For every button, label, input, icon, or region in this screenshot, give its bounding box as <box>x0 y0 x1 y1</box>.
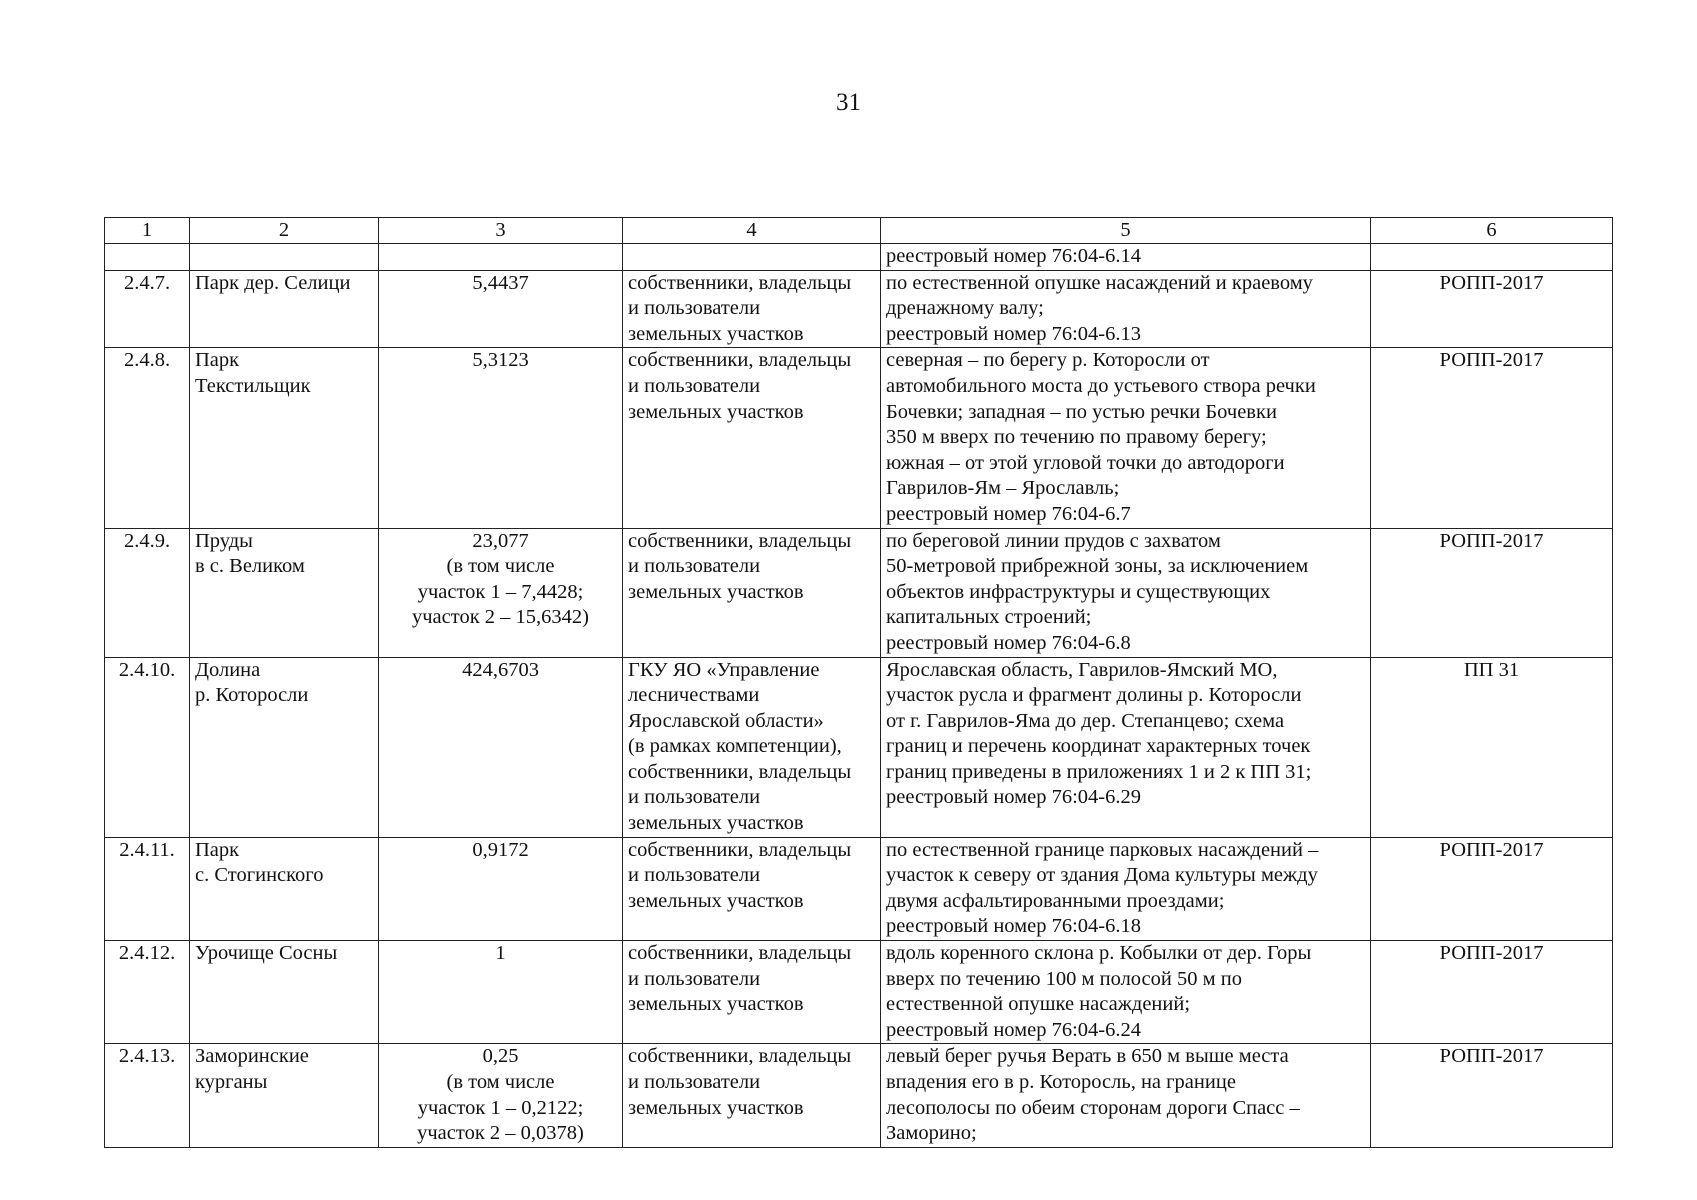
boundaries-cell: северная – по берегу р. Которосли от автомобильного моста до устьевого створа речки Бочевки; западная – по устью речки Бочевки 350 м вверх по течению по правому берегу; южная – от этой угловой точки до автодороги Гаврилов-Ям – Ярославль; реестровый номер 76:04-6.7 <box>881 348 1371 528</box>
area-cell: 0,25 (в том числе участок 1 – 0,2122; участок 2 – 0,0378) <box>379 1044 623 1147</box>
column-header: 3 <box>379 218 623 244</box>
object-name-cell: Парк с. Стогинского <box>190 837 379 940</box>
table-row <box>105 244 1613 271</box>
owners-cell: собственники, владельцы и пользователи земельных участков <box>623 1044 881 1147</box>
owners-cell <box>623 244 881 271</box>
row-number-cell: 2.4.7. <box>105 270 190 348</box>
row-number-cell: 2.4.13. <box>105 1044 190 1147</box>
boundaries-cell: вдоль коренного склона р. Кобылки от дер. Горы вверх по течению 100 м полосой 50 м по естественной опушке насаждений; реестровый номер 76:04-6.24 <box>881 941 1371 1044</box>
row-number-cell: 2.4.10. <box>105 657 190 837</box>
boundaries-cell: Ярославская область, Гаврилов-Ямский МО, участок русла и фрагмент долины р. Которосли от г. Гаврилов-Яма до дер. Степанцево; схема границ и перечень координат характерных точек границ приведены в приложениях 1 и 2 к ПП 31; реестровый номер 76:04-6.29 <box>881 657 1371 837</box>
row-number-cell: 2.4.9. <box>105 528 190 657</box>
boundaries-cell: по естественной опушке насаждений и краевому дренажному валу; реестровый номер 76:04-6.13 <box>881 270 1371 348</box>
area-cell: 0,9172 <box>379 837 623 940</box>
boundaries-cell: реестровый номер 76:04-6.14 <box>881 244 1371 271</box>
boundaries-cell: левый берег ручья Верать в 650 м выше места впадения его в р. Которосль, на границе лесополосы по обеим сторонам дороги Спасс – Заморино; <box>881 1044 1371 1147</box>
source-cell: РОПП-2017 <box>1371 837 1613 940</box>
table-row <box>105 657 1613 837</box>
table-row <box>105 528 1613 657</box>
source-cell: РОПП-2017 <box>1371 528 1613 657</box>
row-number-cell: 2.4.12. <box>105 941 190 1044</box>
object-name-cell: Пруды в с. Великом <box>190 528 379 657</box>
owners-cell: собственники, владельцы и пользователи земельных участков <box>623 528 881 657</box>
page-number: 31 <box>836 89 861 116</box>
area-cell: 23,077 (в том числе участок 1 – 7,4428; участок 2 – 15,6342) <box>379 528 623 657</box>
object-name-cell: Урочище Сосны <box>190 941 379 1044</box>
table-row <box>105 941 1613 1044</box>
table-row <box>105 270 1613 348</box>
column-header: 4 <box>623 218 881 244</box>
object-name-cell: Парк Текстильщик <box>190 348 379 528</box>
object-name-cell: Парк дер. Селици <box>190 270 379 348</box>
object-name-cell <box>190 244 379 271</box>
area-cell <box>379 244 623 271</box>
object-name-cell: Долина р. Которосли <box>190 657 379 837</box>
row-number-cell <box>105 244 190 271</box>
owners-cell: собственники, владельцы и пользователи земельных участков <box>623 837 881 940</box>
column-header: 1 <box>105 218 190 244</box>
column-header: 5 <box>881 218 1371 244</box>
source-cell: РОПП-2017 <box>1371 348 1613 528</box>
row-number-cell: 2.4.11. <box>105 837 190 940</box>
source-cell: ПП 31 <box>1371 657 1613 837</box>
owners-cell: ГКУ ЯО «Управление лесничествами Ярославской области» (в рамках компетенции), собственники, владельцы и пользователи земельных участков <box>623 657 881 837</box>
owners-cell: собственники, владельцы и пользователи земельных участков <box>623 348 881 528</box>
table-row <box>105 1044 1613 1147</box>
boundaries-cell: по естественной границе парковых насаждений – участок к северу от здания Дома культуры между двумя асфальтированными проездами; реестровый номер 76:04-6.18 <box>881 837 1371 940</box>
source-cell: РОПП-2017 <box>1371 270 1613 348</box>
row-number-cell: 2.4.8. <box>105 348 190 528</box>
area-cell: 424,6703 <box>379 657 623 837</box>
object-name-cell: Заморинские курганы <box>190 1044 379 1147</box>
protected-areas-table <box>104 217 1613 1148</box>
column-header: 2 <box>190 218 379 244</box>
source-cell: РОПП-2017 <box>1371 941 1613 1044</box>
table-row <box>105 837 1613 940</box>
table-row <box>105 348 1613 528</box>
area-cell: 5,4437 <box>379 270 623 348</box>
column-number-row <box>105 218 1613 244</box>
area-cell: 1 <box>379 941 623 1044</box>
source-cell: РОПП-2017 <box>1371 1044 1613 1147</box>
column-header: 6 <box>1371 218 1613 244</box>
owners-cell: собственники, владельцы и пользователи земельных участков <box>623 270 881 348</box>
boundaries-cell: по береговой линии прудов с захватом 50-метровой прибрежной зоны, за исключением объектов инфраструктуры и существующих капитальных строений; реестровый номер 76:04-6.8 <box>881 528 1371 657</box>
area-cell: 5,3123 <box>379 348 623 528</box>
source-cell <box>1371 244 1613 271</box>
owners-cell: собственники, владельцы и пользователи земельных участков <box>623 941 881 1044</box>
